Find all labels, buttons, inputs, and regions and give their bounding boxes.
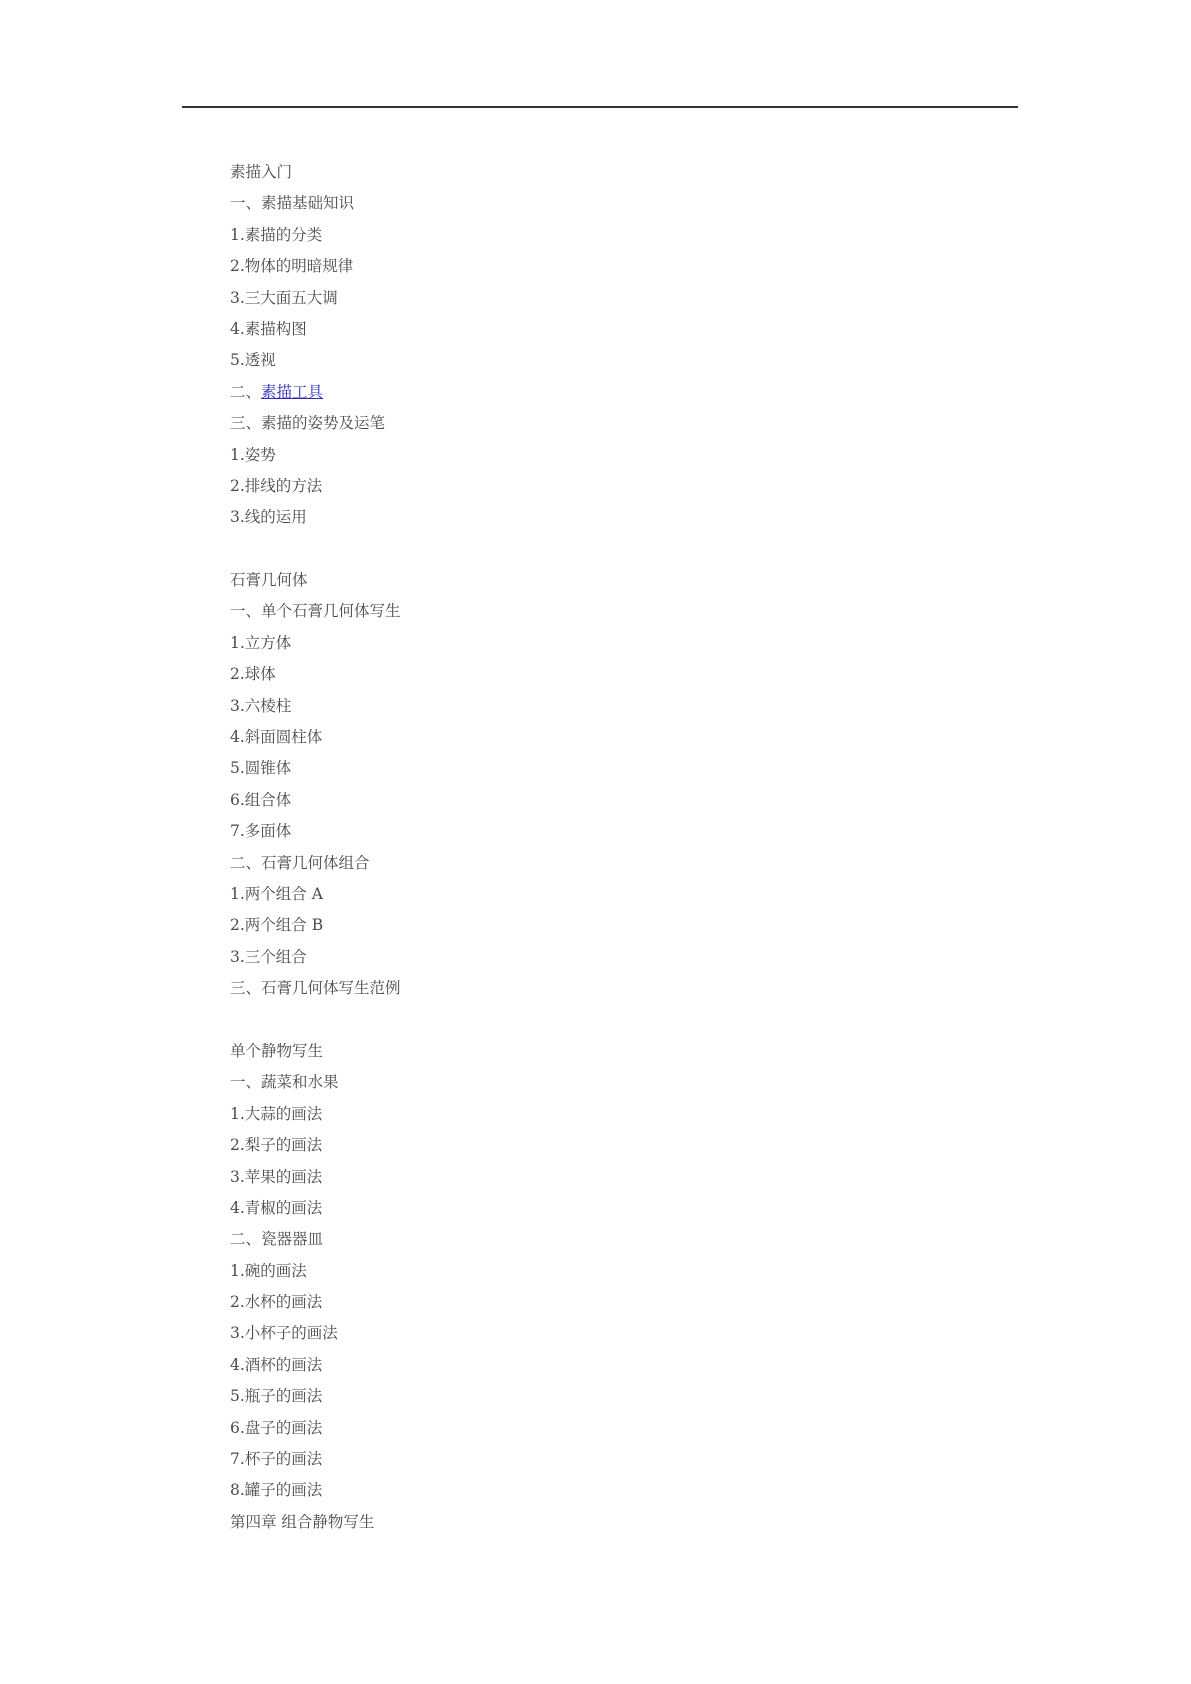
toc-heading: 三、石膏几何体写生范例 [230,979,401,998]
table-of-contents [230,157,990,1538]
header-rule [182,106,1018,108]
toc-item: 3.三个组合 [230,947,307,966]
toc-item: 1.大蒜的画法 [230,1104,323,1123]
toc-heading: 二、石膏几何体组合 [230,853,370,872]
section-sketch-intro [230,157,990,534]
toc-heading: 一、单个石膏几何体写生 [230,602,401,621]
toc-item: 2.球体 [230,665,276,684]
toc-heading: 一、蔬菜和水果 [230,1073,339,1092]
toc-heading: 三、素描的姿势及运笔 [230,414,386,433]
sketch-tools-link[interactable]: 素描工具 [261,382,324,401]
toc-item: 3.六棱柱 [230,696,292,715]
section-title: 石膏几何体 [230,571,308,590]
toc-heading [230,377,990,408]
toc-item: 4.素描构图 [230,319,307,338]
toc-item: 4.斜面圆柱体 [230,728,323,747]
section-title: 单个静物写生 [230,1041,324,1060]
toc-item: 5.瓶子的画法 [230,1387,323,1406]
toc-item: 2.两个组合 B [230,916,324,935]
toc-heading-prefix: 二、 [230,382,262,401]
section-single-still-life [230,1036,990,1538]
toc-heading: 二、瓷器器皿 [230,1230,324,1249]
toc-item: 4.酒杯的画法 [230,1355,323,1374]
toc-item: 2.水杯的画法 [230,1293,323,1312]
toc-item: 2.物体的明暗规律 [230,257,354,276]
toc-item: 6.盘子的画法 [230,1418,323,1437]
toc-item: 1.两个组合 A [230,884,323,903]
toc-item: 2.排线的方法 [230,476,323,495]
toc-item: 7.多面体 [230,822,292,841]
section-plaster-geometry [230,565,990,1004]
toc-item: 4.青椒的画法 [230,1198,323,1217]
toc-item: 1.碗的画法 [230,1261,307,1280]
toc-item: 6.组合体 [230,790,292,809]
chapter-heading: 第四章 组合静物写生 [230,1512,375,1531]
section-spacer [230,534,990,565]
toc-item: 3.小杯子的画法 [230,1324,338,1343]
section-title: 素描入门 [230,163,293,181]
toc-item: 1.姿势 [230,445,276,464]
toc-item: 8.罐子的画法 [230,1481,323,1500]
toc-item: 3.三大面五大调 [230,288,338,307]
toc-heading: 一、素描基础知识 [230,194,355,213]
toc-item: 7.杯子的画法 [230,1450,323,1469]
toc-item: 1.立方体 [230,633,292,652]
toc-item: 1.素描的分类 [230,225,323,244]
toc-item: 5.圆锥体 [230,759,292,778]
toc-item: 3.线的运用 [230,508,307,527]
toc-item: 3.苹果的画法 [230,1167,323,1186]
toc-item: 5.透视 [230,351,276,370]
section-spacer [230,1005,990,1036]
toc-item: 2.梨子的画法 [230,1136,323,1155]
